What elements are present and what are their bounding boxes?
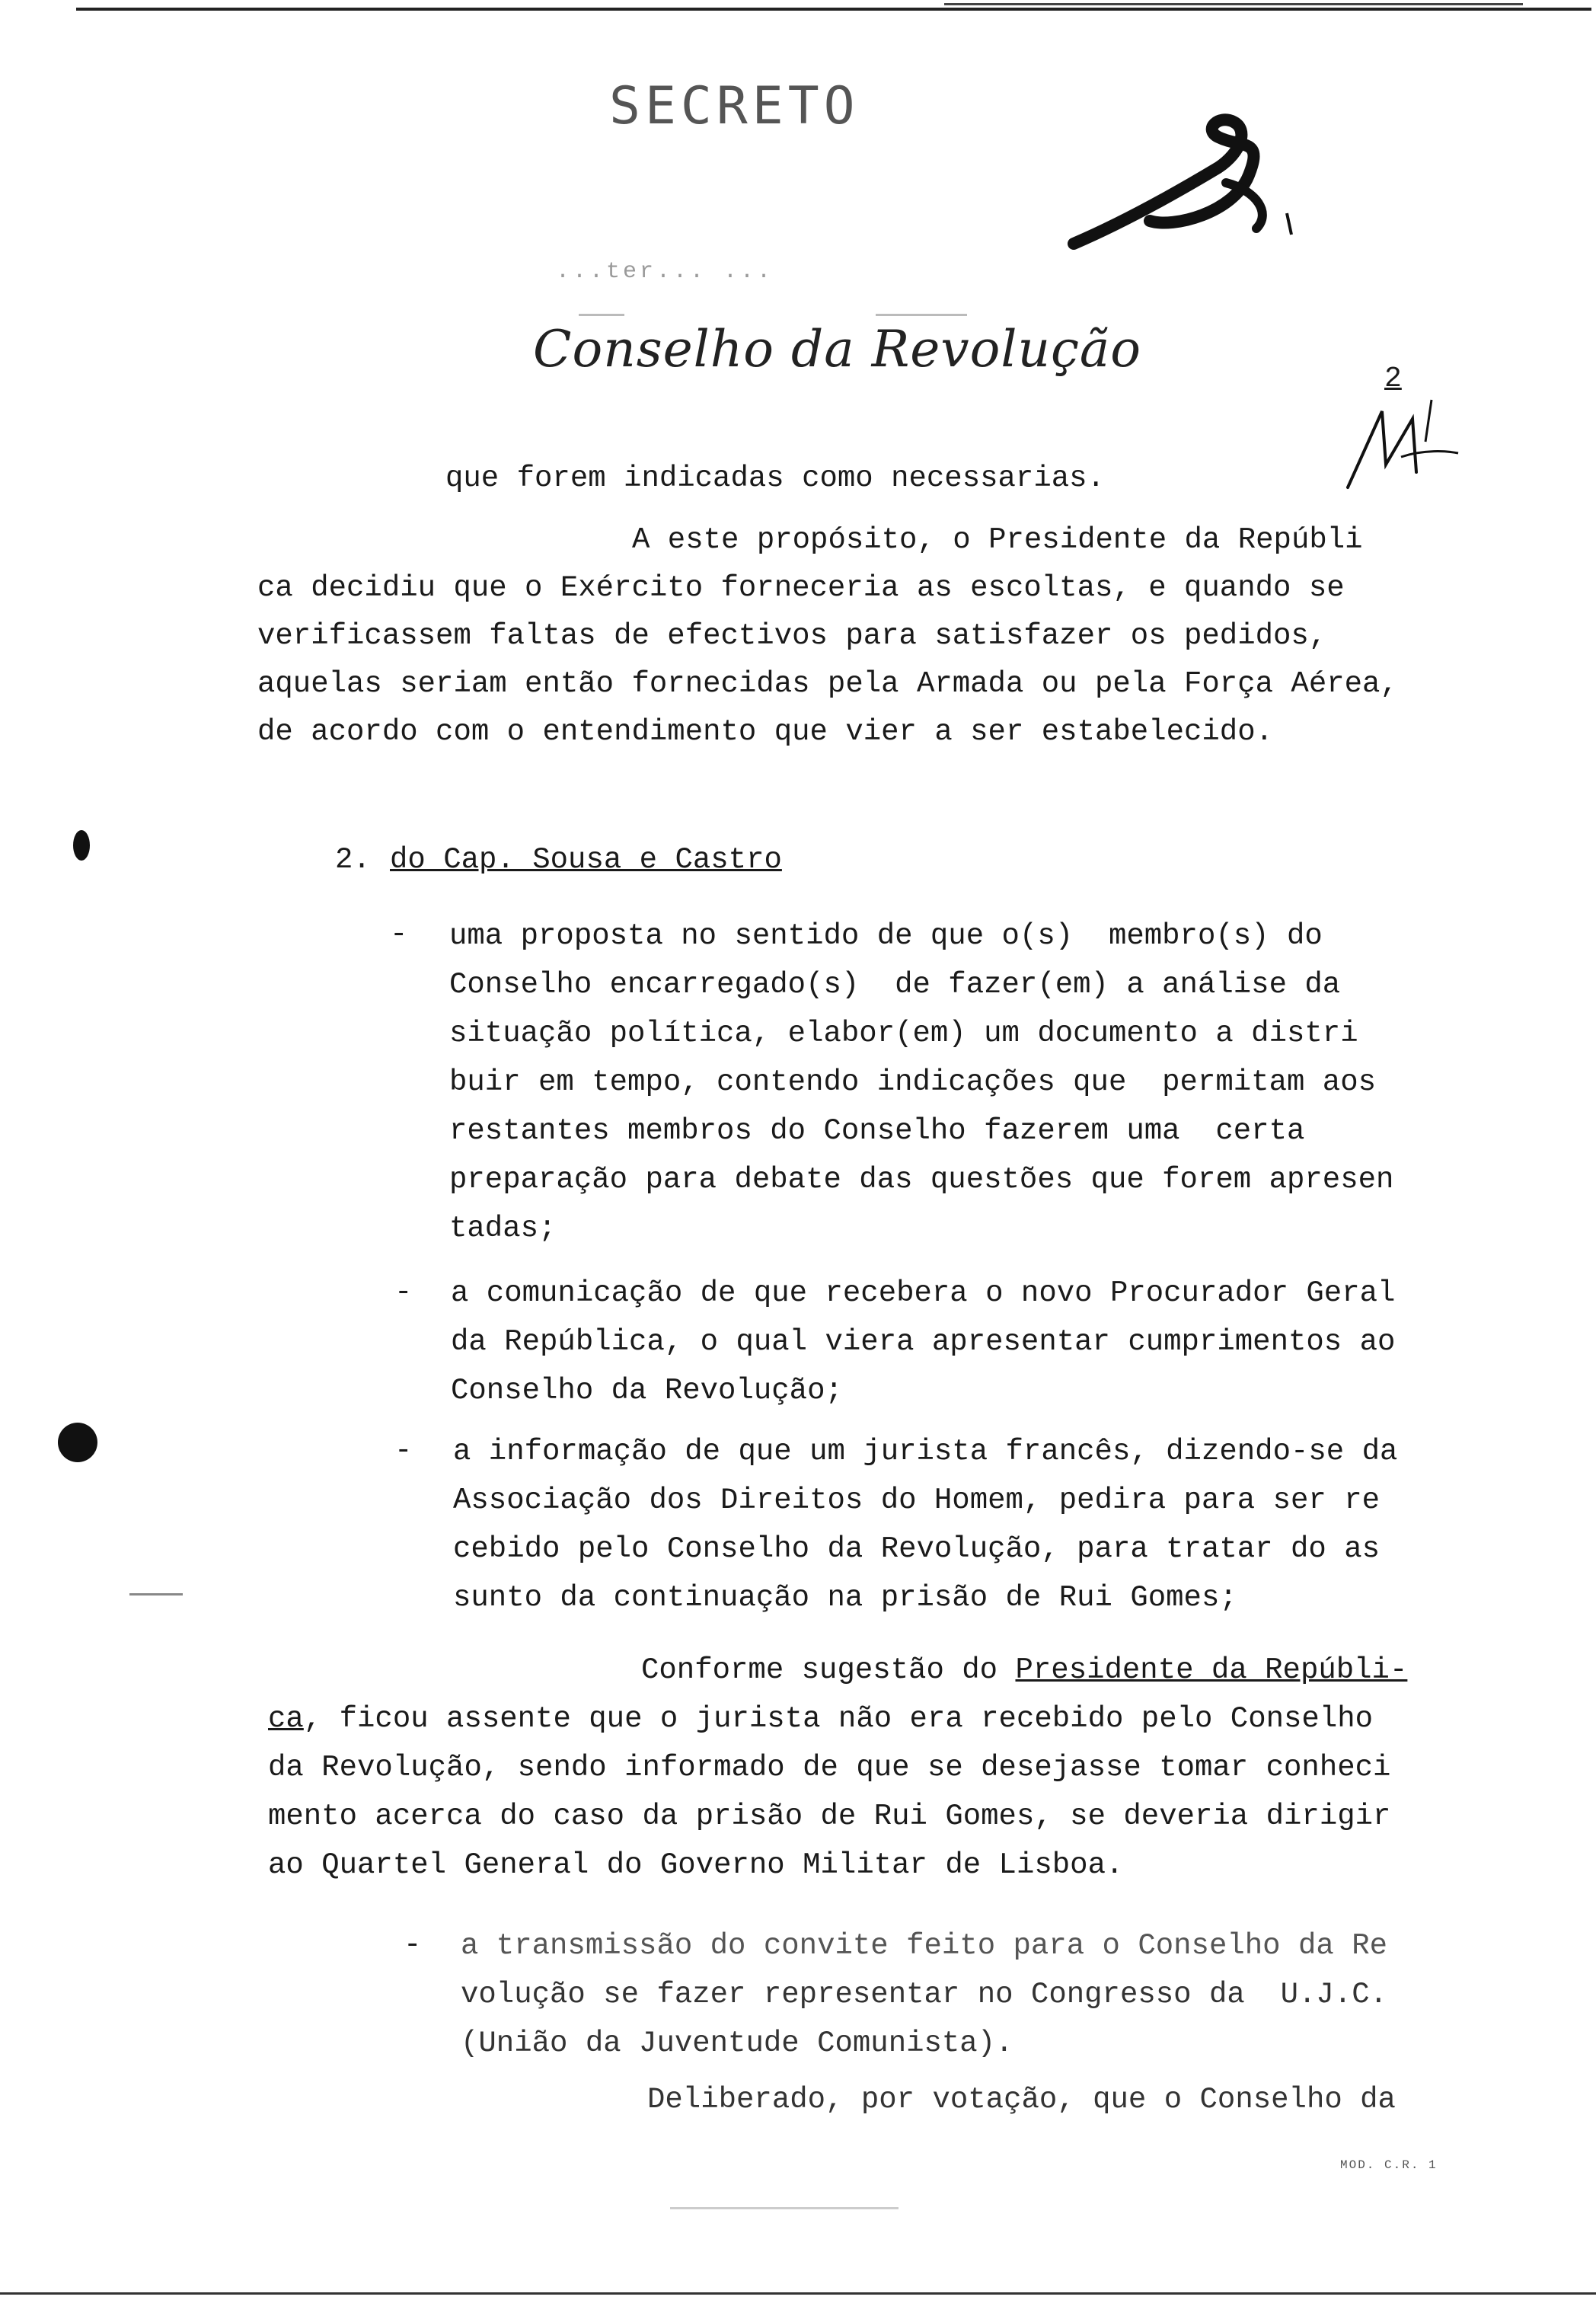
section-number: 2. xyxy=(335,843,371,877)
paragraph-line: de acordo com o entendimento que vier a ser estabelecido. xyxy=(257,715,1274,749)
letterhead: Conselho da Revolução xyxy=(533,320,1142,379)
margin-dash xyxy=(129,1593,183,1595)
item-line: cebido pelo Conselho da Revolução, para tratar do as xyxy=(453,1532,1380,1566)
item-line: sunto da continuação na prisão de Rui Gomes; xyxy=(453,1581,1237,1615)
faint-dash xyxy=(876,314,967,316)
scan-edge-bottom xyxy=(0,2292,1596,2295)
paragraph-intro: Conforme sugestão do xyxy=(641,1653,1016,1687)
item-line: a transmissão do convite feito para o Conselho da Re xyxy=(461,1929,1387,1963)
item-line: volução se fazer representar no Congresso da U.J.C. xyxy=(461,1978,1387,2011)
initials-signature-icon xyxy=(1340,396,1462,495)
handwritten-mark-icon xyxy=(1066,107,1302,259)
paragraph-line: verificassem faltas de efectivos para satisfazer os pedidos, xyxy=(257,619,1327,653)
bottom-smudge xyxy=(670,2207,899,2209)
ca-underlined: ca xyxy=(268,1702,304,1736)
item-line: a informação de que um jurista francês, dizendo-se da xyxy=(453,1435,1398,1468)
item-line: Conselho da Revolução; xyxy=(451,1374,843,1407)
paragraph-line xyxy=(268,1695,1373,1743)
bullet-dash: - xyxy=(390,918,408,951)
scan-edge-top-secondary xyxy=(944,3,1523,5)
item-line: Conselho encarregado(s) de fazer(em) a análise da xyxy=(449,968,1341,1001)
item-line: tadas; xyxy=(449,1212,557,1245)
punch-hole-mark xyxy=(73,830,90,861)
presidente-underlined: Presidente da Repúbli- xyxy=(1015,1653,1408,1687)
paragraph-line: mento acerca do caso da prisão de Rui Gomes, se deveria dirigir xyxy=(268,1800,1391,1833)
item-line: restantes membros do Conselho fazerem uma certa xyxy=(449,1114,1305,1148)
paragraph-line xyxy=(641,1647,1407,1695)
item-line: Associação dos Direitos do Homem, pedira para ser re xyxy=(453,1484,1380,1517)
text-line: que forem indicadas como necessarias. xyxy=(445,462,1105,495)
item-line: situação política, elabor(em) um documento a distri xyxy=(449,1017,1358,1050)
punch-hole-mark xyxy=(58,1423,97,1462)
item-line: buir em tempo, contendo indicações que permitam aos xyxy=(449,1065,1376,1099)
page-number: 2 xyxy=(1384,363,1402,395)
section-title: do Cap. Sousa e Castro xyxy=(390,843,782,877)
paragraph-line: A este propósito, o Presidente da Repúbli xyxy=(632,523,1363,557)
bullet-dash: - xyxy=(394,1434,413,1468)
paragraph-rest: , ficou assente que o jurista não era recebido pelo Conselho xyxy=(303,1702,1374,1736)
item-line: da República, o qual viera apresentar cumprimentos ao xyxy=(451,1325,1396,1359)
paragraph-line: aquelas seriam então fornecidas pela Armada ou pela Força Aérea, xyxy=(257,667,1398,701)
faint-header-text: ...ter... ... xyxy=(556,259,774,285)
item-line: uma proposta no sentido de que o(s) membro(s) do xyxy=(449,919,1323,953)
item-line: preparação para debate das questões que forem apresen xyxy=(449,1163,1394,1196)
bullet-dash: - xyxy=(404,1928,422,1962)
bullet-dash: - xyxy=(394,1276,413,1309)
faint-dash xyxy=(579,314,624,316)
paragraph-line: ca decidiu que o Exército forneceria as escoltas, e quando se xyxy=(257,571,1345,605)
item-line: a comunicação de que recebera o novo Procurador Geral xyxy=(451,1276,1396,1310)
item-line: (União da Juventude Comunista). xyxy=(461,2027,1013,2060)
scan-edge-top xyxy=(76,8,1591,11)
secret-stamp: SECRETO xyxy=(609,76,860,136)
form-code: MOD. C.R. 1 xyxy=(1340,2158,1438,2172)
paragraph-line: ao Quartel General do Governo Militar de Lisboa. xyxy=(268,1848,1124,1882)
paragraph-line: Deliberado, por votação, que o Conselho da xyxy=(647,2083,1396,2116)
paragraph-line: da Revolução, sendo informado de que se desejasse tomar conheci xyxy=(268,1751,1391,1784)
